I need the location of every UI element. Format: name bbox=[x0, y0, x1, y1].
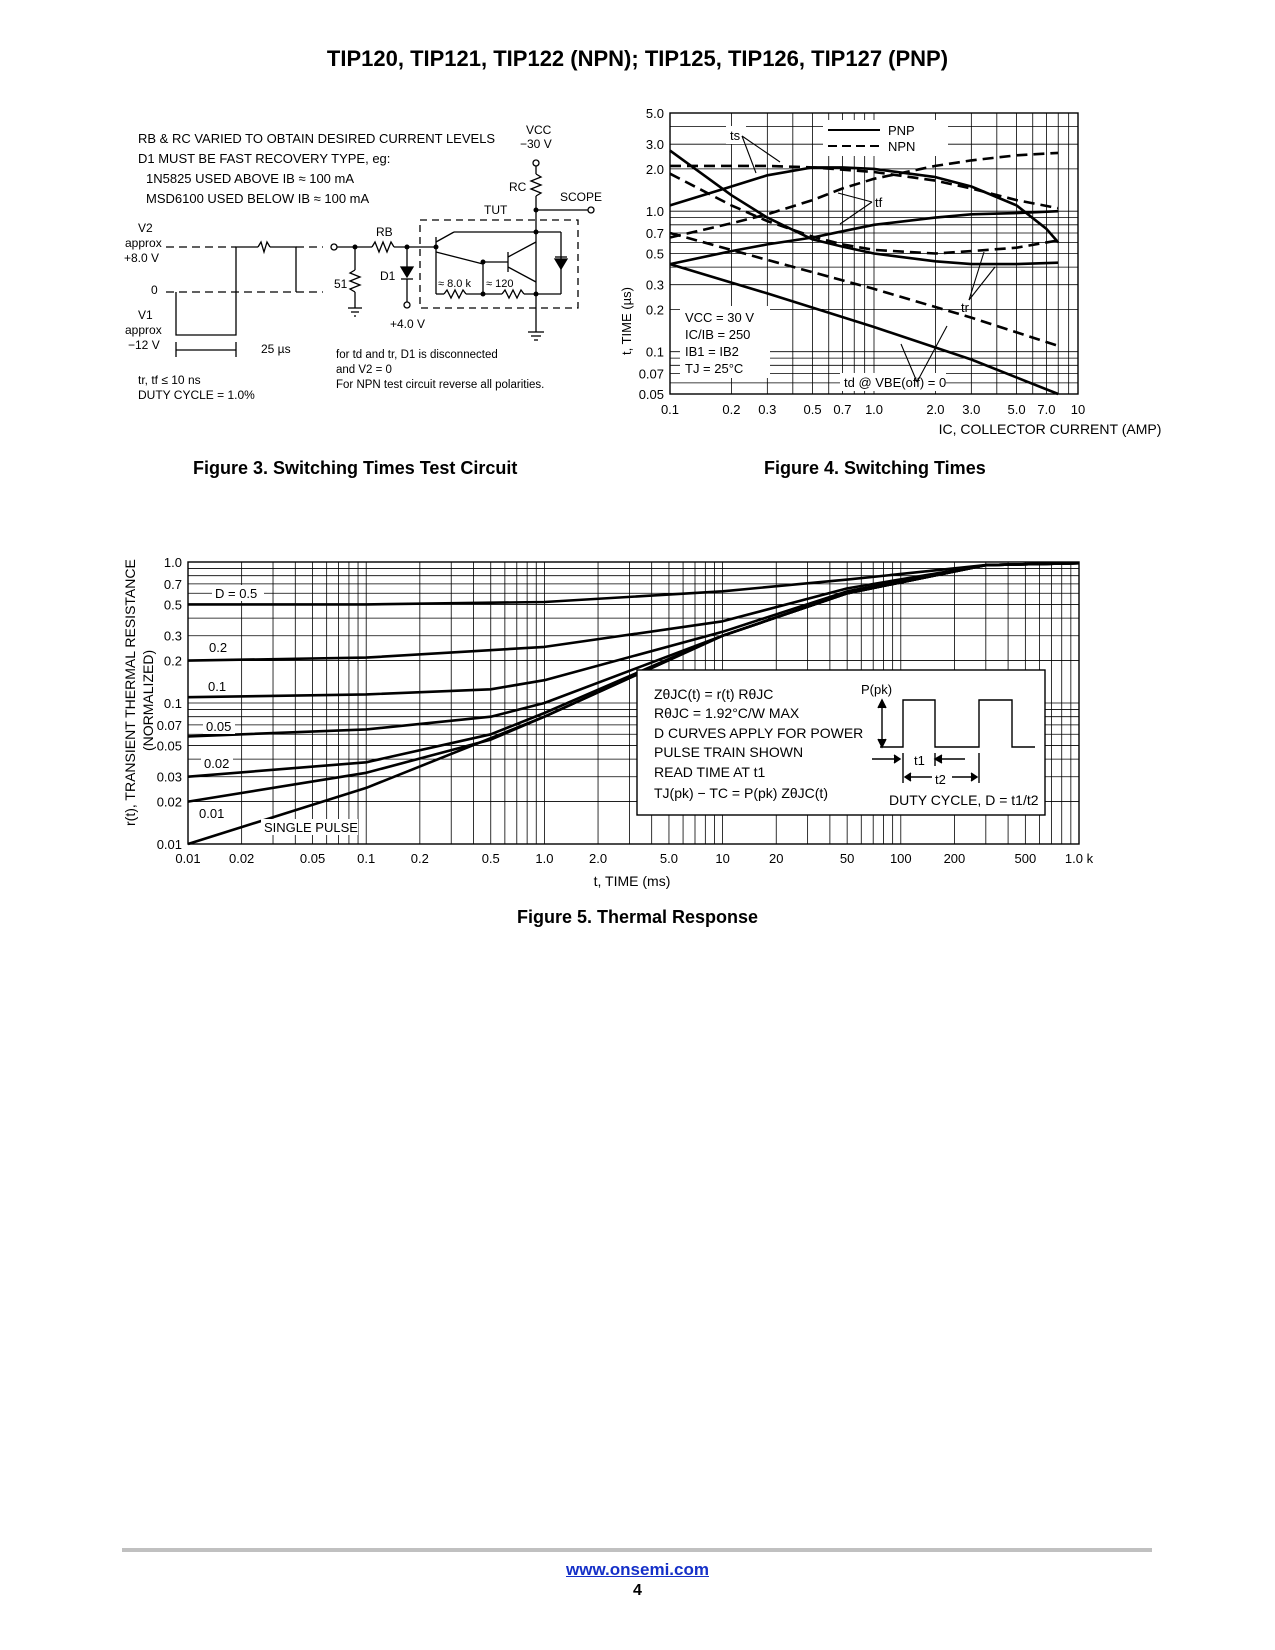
fig4-label-tr: tr bbox=[961, 300, 969, 315]
plus4-label: +4.0 V bbox=[390, 317, 426, 331]
v2-label: V2 bbox=[138, 221, 153, 235]
fig4-y-ticks bbox=[639, 106, 664, 402]
v2-approx: approx bbox=[125, 236, 162, 250]
fig4-label-td: td @ VBE(off) = 0 bbox=[844, 375, 947, 390]
x-tick-label: 100 bbox=[889, 851, 912, 866]
fig4-legend-bg bbox=[823, 120, 948, 156]
series-line-4 bbox=[670, 211, 1058, 264]
page-title: TIP120, TIP121, TIP122 (NPN); TIP125, TIP126, TIP127 (PNP) bbox=[326, 46, 949, 71]
fig5-xlabel: t, TIME (ms) bbox=[593, 873, 671, 889]
inset-line-2: RθJC = 1.92°C/W MAX bbox=[654, 705, 800, 721]
note-td2: and V2 = 0 bbox=[336, 364, 392, 376]
inset-line-3: D CURVES APPLY FOR POWER bbox=[654, 725, 864, 741]
circuit-note-2: D1 MUST BE FAST RECOVERY TYPE, eg: bbox=[138, 151, 391, 166]
fig4-label-tf: tf bbox=[875, 195, 883, 210]
x-tick-label: 2.0 bbox=[926, 402, 945, 417]
pulse-width-label: 25 µs bbox=[261, 342, 291, 356]
inset-line-5: READ TIME AT t1 bbox=[654, 764, 766, 780]
vcc-value: −30 V bbox=[520, 137, 552, 151]
fig4-legend-pnp: PNP bbox=[888, 123, 915, 138]
figure3-caption: Figure 3. Switching Times Test Circuit bbox=[193, 458, 518, 478]
r8k-label: ≈ 8.0 k bbox=[438, 278, 471, 290]
inset-t2: t2 bbox=[935, 772, 946, 787]
inset-t1: t1 bbox=[914, 753, 925, 768]
x-tick-label: 0.5 bbox=[481, 851, 500, 866]
y-tick-label: 0.02 bbox=[156, 794, 182, 810]
footer-divider bbox=[122, 1548, 1152, 1552]
x-tick-label: 0.7 bbox=[833, 402, 852, 417]
fig5-label-single: SINGLE PULSE bbox=[264, 820, 358, 835]
thermal-response-chart bbox=[110, 548, 1100, 898]
fig4-cond-3: IB1 = IB2 bbox=[685, 344, 739, 359]
v1-value: −12 V bbox=[128, 338, 160, 352]
fig4-cond-2: IC/IB = 250 bbox=[685, 327, 751, 342]
fig5-x-ticks bbox=[175, 851, 1093, 866]
fig4-label-ts: ts bbox=[730, 128, 741, 143]
y-tick-label: 3.0 bbox=[645, 137, 664, 153]
fig5-label-02: 0.2 bbox=[209, 640, 228, 655]
y-tick-label: 0.07 bbox=[156, 717, 182, 733]
vcc-label: VCC bbox=[526, 123, 552, 137]
y-tick-label: 1.0 bbox=[645, 204, 664, 220]
x-tick-label: 1.0 bbox=[864, 402, 884, 417]
fig4-x-ticks bbox=[661, 402, 1085, 417]
x-tick-label: 0.2 bbox=[722, 402, 741, 417]
x-tick-label: 5.0 bbox=[659, 851, 678, 866]
y-tick-label: 0.07 bbox=[638, 366, 664, 382]
x-tick-label: 0.02 bbox=[228, 851, 255, 866]
y-tick-label: 0.7 bbox=[163, 576, 182, 592]
fig4-legend-npn: NPN bbox=[888, 139, 916, 154]
x-tick-label: 10 bbox=[1070, 402, 1086, 417]
figure4-caption: Figure 4. Switching Times bbox=[764, 458, 986, 478]
v1-approx: approx bbox=[125, 323, 162, 337]
y-tick-label: 0.3 bbox=[163, 628, 182, 644]
v2-value: +8.0 V bbox=[124, 251, 160, 265]
y-tick-label: 0.03 bbox=[156, 769, 182, 785]
fig4-cond-4: TJ = 25°C bbox=[685, 361, 744, 376]
scope-label: SCOPE bbox=[560, 190, 603, 204]
fig5-y-ticks bbox=[157, 555, 182, 852]
y-tick-label: 5.0 bbox=[645, 106, 664, 121]
footer-website-link[interactable]: www.onsemi.com bbox=[566, 1560, 709, 1579]
y-tick-label: 2.0 bbox=[645, 161, 664, 177]
tut-label: TUT bbox=[484, 203, 508, 217]
y-tick-label: 0.01 bbox=[156, 837, 182, 852]
fig4-cond-1: VCC = 30 V bbox=[685, 310, 755, 325]
y-tick-label: 0.7 bbox=[645, 225, 664, 241]
x-tick-label: 2.0 bbox=[589, 851, 608, 866]
fig5-label-002: 0.02 bbox=[204, 756, 230, 771]
inset-line-6: TJ(pk) − TC = P(pk) ZθJC(t) bbox=[654, 785, 828, 801]
page-number: 4 bbox=[633, 1582, 642, 1599]
y-tick-label: 0.2 bbox=[645, 302, 664, 318]
y-tick-label: 0.3 bbox=[645, 277, 664, 293]
fig5-label-001: 0.01 bbox=[199, 806, 225, 821]
note-npn: For NPN test circuit reverse all polarities. bbox=[336, 379, 545, 391]
fig4-ylabel: t, TIME (µs) bbox=[619, 287, 634, 355]
x-tick-label: 0.2 bbox=[410, 851, 429, 866]
series-line-1 bbox=[188, 563, 1079, 660]
v1-label: V1 bbox=[138, 308, 153, 322]
y-tick-label: 1.0 bbox=[163, 555, 182, 570]
y-tick-label: 0.1 bbox=[645, 344, 664, 360]
d1-label: D1 bbox=[380, 269, 396, 283]
x-tick-label: 0.1 bbox=[357, 851, 376, 866]
fig5-label-01: 0.1 bbox=[208, 679, 227, 694]
x-tick-label: 0.5 bbox=[803, 402, 822, 417]
x-tick-label: 1.0 k bbox=[1064, 851, 1094, 866]
circuit-note-1: RB & RC VARIED TO OBTAIN DESIRED CURRENT LEVELS bbox=[138, 131, 496, 146]
x-tick-label: 0.05 bbox=[299, 851, 326, 866]
y-tick-label: 0.5 bbox=[645, 246, 664, 262]
inset-line-4: PULSE TRAIN SHOWN bbox=[654, 744, 804, 760]
duty-label: DUTY CYCLE = 1.0% bbox=[138, 388, 255, 402]
rise-fall-label: tr, tf ≤ 10 ns bbox=[138, 373, 201, 387]
inset-ppk: P(pk) bbox=[861, 682, 893, 697]
x-tick-label: 0.3 bbox=[758, 402, 777, 417]
r51-label: 51 bbox=[334, 277, 348, 291]
fig4-xlabel: IC, COLLECTOR CURRENT (AMP) bbox=[938, 421, 1162, 437]
fig5-ylabel2: (NORMALIZED) bbox=[140, 649, 156, 751]
inset-line-1: ZθJC(t) = r(t) RθJC bbox=[654, 686, 774, 702]
figure5-caption: Figure 5. Thermal Response bbox=[516, 907, 759, 927]
fig5-label-005: 0.05 bbox=[206, 719, 232, 734]
inset-duty: DUTY CYCLE, D = t1/t2 bbox=[889, 792, 1039, 808]
x-tick-label: 200 bbox=[943, 851, 966, 866]
x-tick-label: 50 bbox=[839, 851, 855, 866]
rb-label: RB bbox=[376, 225, 393, 239]
fig5-label-d05: D = 0.5 bbox=[215, 586, 258, 601]
y-tick-label: 0.05 bbox=[638, 387, 664, 402]
y-tick-label: 0.2 bbox=[163, 653, 182, 669]
x-tick-label: 1.0 bbox=[535, 851, 554, 866]
switching-test-circuit bbox=[118, 112, 638, 422]
circuit-note-4: MSD6100 USED BELOW IB ≈ 100 mA bbox=[146, 191, 370, 206]
note-td1: for td and tr, D1 is disconnected bbox=[336, 349, 498, 361]
fig5-ylabel: r(t), TRANSIENT THERMAL RESISTANCE bbox=[122, 559, 138, 826]
x-tick-label: 3.0 bbox=[962, 402, 981, 417]
y-tick-label: 0.1 bbox=[163, 696, 182, 711]
r120-label: ≈ 120 bbox=[486, 278, 514, 290]
switching-times-chart bbox=[612, 100, 1162, 450]
circuit-note-3: 1N5825 USED ABOVE IB ≈ 100 mA bbox=[146, 171, 355, 186]
x-tick-label: 5.0 bbox=[1007, 402, 1026, 417]
y-tick-label: 0.05 bbox=[156, 738, 182, 754]
y-tick-label: 0.5 bbox=[163, 597, 182, 613]
x-tick-label: 500 bbox=[1014, 851, 1037, 866]
series-line-0 bbox=[670, 167, 1058, 242]
zero-label: 0 bbox=[151, 283, 158, 297]
x-tick-label: 10 bbox=[715, 851, 730, 866]
x-tick-label: 0.1 bbox=[660, 402, 680, 417]
rc-label: RC bbox=[509, 180, 527, 194]
x-tick-label: 20 bbox=[769, 851, 784, 866]
x-tick-label: 0.01 bbox=[175, 851, 201, 866]
x-tick-label: 7.0 bbox=[1037, 402, 1056, 417]
